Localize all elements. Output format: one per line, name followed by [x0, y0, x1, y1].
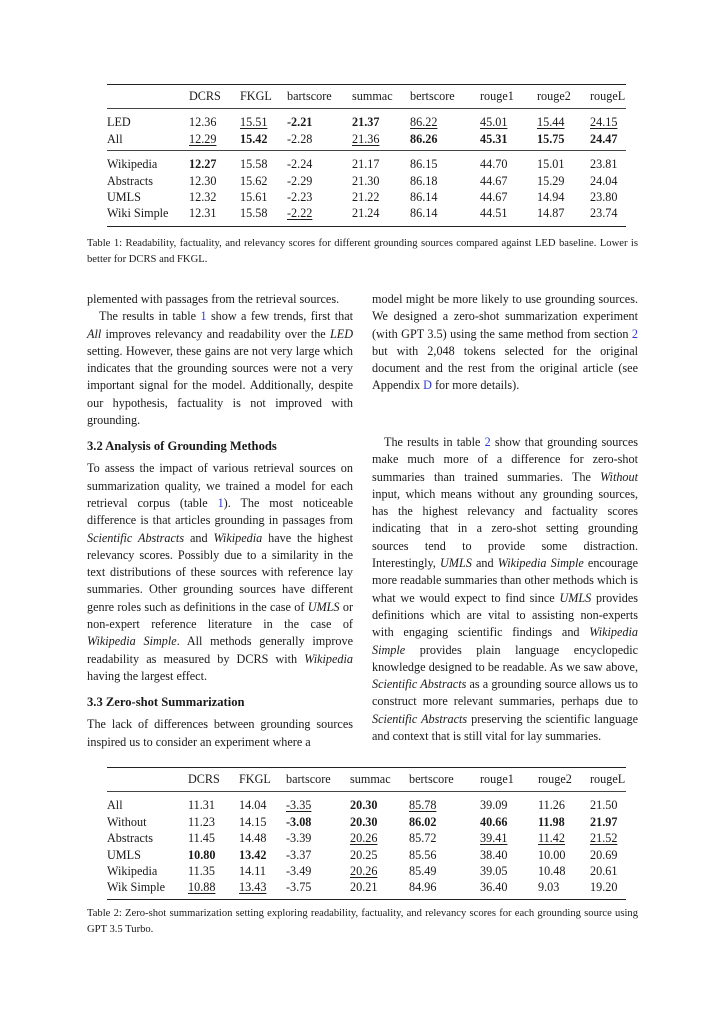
left-paragraph-analysis — [87, 460, 353, 685]
table-cell: 24.15 — [590, 115, 618, 130]
table-cell: 21.52 — [590, 831, 618, 846]
table-cell: 21.97 — [590, 814, 618, 829]
column-header-rougel: rougeL — [590, 772, 626, 786]
table-row — [107, 830, 626, 846]
table-row — [107, 792, 626, 814]
table-row — [107, 863, 626, 879]
table-cell: 12.32 — [189, 190, 217, 205]
row-label: Abstracts — [107, 831, 154, 846]
table-cell: 15.44 — [537, 115, 565, 130]
italic-term: Scientific Abstracts — [87, 530, 185, 545]
row-label: All — [107, 798, 123, 813]
italic-term: Scientific Abstracts — [372, 711, 468, 726]
text-run: having the largest effect. — [87, 668, 208, 683]
table-row — [107, 109, 626, 131]
table-cell: 39.05 — [480, 864, 508, 879]
table-cell: 20.69 — [590, 847, 618, 862]
table-cell: 9.03 — [538, 880, 560, 895]
table-row — [107, 879, 626, 899]
column-header-fkgl: FKGL — [239, 772, 271, 786]
table-cell: 85.56 — [409, 847, 437, 862]
table-2-header-row — [107, 768, 626, 792]
table-row — [107, 131, 626, 151]
text-run: as a grounding source allows us to construct more relevant summaries, perhaps due to — [372, 677, 639, 709]
table-cell: 12.31 — [189, 206, 217, 221]
italic-term: UMLS — [440, 556, 472, 571]
text-run: preserving the scientific language and context that is still vital for lay summaries. — [372, 711, 638, 744]
table-cell: 23.74 — [590, 206, 618, 221]
text-run: The results in table — [99, 309, 201, 324]
table-cell: 85.49 — [409, 864, 437, 879]
table-2 — [107, 767, 626, 900]
table-cell: 44.67 — [480, 173, 508, 188]
table-cell: 86.22 — [410, 115, 438, 130]
table-1-group-b — [107, 151, 626, 227]
table-cell: 15.58 — [240, 206, 268, 221]
row-label: LED — [107, 115, 131, 130]
table-cell: 24.47 — [590, 131, 618, 146]
table-cell: 10.88 — [188, 880, 216, 895]
text-run: . All methods generally improve readability as measured by DCRS with — [87, 634, 353, 666]
row-label: UMLS — [107, 190, 141, 205]
table-cell: 86.15 — [410, 157, 438, 172]
table-cell: 15.42 — [240, 131, 268, 146]
table-cell: 11.35 — [188, 864, 215, 879]
column-header-empty — [107, 85, 189, 109]
column-header-dcrs: DCRS — [189, 89, 221, 103]
table-cell: -3.08 — [286, 814, 312, 829]
table-row — [107, 151, 626, 173]
table-cell: 40.66 — [480, 814, 508, 829]
table-1-group-a — [107, 109, 626, 151]
text-run: for more details). — [431, 378, 520, 393]
column-header-bartscore: bartscore — [286, 772, 331, 786]
table-cell: 23.80 — [590, 190, 618, 205]
row-label: Wik Simple — [107, 880, 166, 895]
left-column — [87, 291, 353, 751]
italic-term: LED — [329, 326, 353, 341]
table-cell: 21.30 — [352, 173, 380, 188]
italic-term: UMLS — [559, 590, 592, 605]
column-header-summac: summac — [352, 89, 393, 103]
table-cell: 20.30 — [350, 814, 378, 829]
table-cell: 12.29 — [189, 131, 217, 146]
table-2-grid — [107, 767, 626, 900]
table-cell: -3.35 — [286, 798, 312, 813]
right-paragraph-experiment — [372, 291, 638, 395]
italic-term: Wikipedia — [304, 651, 353, 666]
table-cell: 11.42 — [538, 831, 565, 846]
italic-term: UMLS — [307, 599, 340, 614]
section-3-3-heading: 3.3 Zero-shot Summarization — [87, 695, 245, 710]
table-cell: 14.11 — [239, 864, 266, 879]
column-header-rouge1: rouge1 — [480, 89, 514, 103]
column-header-rouge2: rouge2 — [537, 89, 571, 103]
cross-reference-link[interactable]: 2 — [484, 435, 491, 449]
table-cell: 85.72 — [409, 831, 437, 846]
table-cell: -2.24 — [287, 157, 313, 172]
table-cell: 86.14 — [410, 206, 438, 221]
table-cell: 11.26 — [538, 798, 565, 813]
table-cell: 86.26 — [410, 131, 438, 146]
table-cell: 21.37 — [352, 115, 380, 130]
left-paragraph-zero-shot: The lack of differences between grounding sources inspired us to consider an experiment where a — [87, 717, 353, 749]
column-header-bartscore: bartscore — [287, 89, 332, 103]
table-cell: 12.27 — [189, 157, 217, 172]
table-cell: 11.23 — [188, 814, 215, 829]
column-header-rougel: rougeL — [590, 89, 626, 103]
cross-reference-link[interactable]: D — [423, 378, 432, 393]
column-header-rouge1: rouge1 — [480, 772, 514, 786]
table-cell: 15.62 — [240, 173, 268, 188]
right-column-lower — [372, 434, 638, 745]
text-run: To assess the impact of various retrieval sources on summarization quality, we trained a model for each retrieval corpus (table — [87, 461, 353, 510]
table-row — [107, 189, 626, 205]
table-cell: 14.04 — [239, 798, 267, 813]
table-cell: 14.48 — [239, 831, 267, 846]
text-run: provides plain language encyclopedic knowledge designed to be readable. As we saw above, — [372, 642, 638, 674]
table-cell: 12.30 — [189, 173, 217, 188]
italic-term: Wikipedia Simple — [372, 625, 638, 657]
italic-term: Wikipedia — [213, 530, 263, 545]
cross-reference-link[interactable]: 2 — [631, 326, 638, 341]
cross-reference-link[interactable]: 1 — [200, 309, 207, 324]
table-1-header-row — [107, 85, 626, 109]
table-cell: 85.78 — [409, 798, 437, 813]
section-3-2-heading: 3.2 Analysis of Grounding Methods — [87, 439, 277, 454]
text-run: and — [184, 530, 214, 545]
table-cell: 19.20 — [590, 880, 618, 895]
table-cell: 20.26 — [350, 864, 378, 879]
row-label: Wikipedia — [107, 157, 158, 172]
table-cell: 23.81 — [590, 157, 618, 172]
column-header-fkgl: FKGL — [240, 89, 272, 103]
text-run: provides definitions which are vital to assisting non-experts with engaging scientific findings and — [372, 590, 638, 640]
table-cell: 11.45 — [188, 831, 215, 846]
table-cell: 11.98 — [538, 814, 565, 829]
table-cell: 86.14 — [410, 190, 438, 205]
table-cell: 45.31 — [480, 131, 508, 146]
right-paragraph-results — [372, 434, 638, 745]
table-cell: 13.43 — [239, 880, 267, 895]
italic-term: All — [87, 326, 102, 341]
table-2-body — [107, 792, 626, 899]
row-label: Wiki Simple — [107, 206, 169, 221]
table-row — [107, 173, 626, 189]
cross-reference-link[interactable]: 1 — [217, 495, 224, 510]
left-paragraph-continuation: plemented with passages from the retrieval sources. — [87, 292, 340, 306]
table-cell: 10.48 — [538, 864, 566, 879]
table-cell: 14.87 — [537, 206, 565, 221]
text-run: input, which means without any grounding sources, has the highest relevancy and factuality scores indicating that in a zero-shot setting grounding sources tend to provide some distraction. Interestingly, — [372, 486, 638, 571]
table-cell: -3.75 — [286, 880, 312, 895]
table-cell: 21.22 — [352, 190, 380, 205]
table-cell: 39.41 — [480, 831, 508, 846]
table-cell: 20.61 — [590, 864, 618, 879]
table-row — [107, 205, 626, 226]
table-cell: -2.28 — [287, 131, 313, 146]
text-run: and — [471, 556, 498, 571]
table-1-caption: Table 1: Readability, factuality, and relevancy scores for different grounding sources compared against LED baseline. Lower is better for DCRS and FKGL. — [87, 238, 638, 265]
table-cell: -3.39 — [286, 831, 312, 846]
text-run: or non-expert reference literature in the case of — [87, 599, 353, 632]
table-cell: 15.01 — [537, 157, 565, 172]
table-cell: 15.61 — [240, 190, 268, 205]
table-cell: 15.75 — [537, 131, 565, 146]
text-run: setting. However, these gains are not very large which indicates that the grounding sources were not a very important signal for the model. Additionally, despite our hypothesis, factuality is not improved with grounding. — [87, 343, 353, 428]
italic-term: Wikipedia Simple — [87, 634, 177, 649]
column-header-bertscore: bertscore — [409, 772, 454, 786]
table-cell: -2.29 — [287, 173, 313, 188]
table-cell: -2.21 — [287, 115, 313, 130]
table-cell: -2.23 — [287, 190, 313, 205]
table-cell: 21.50 — [590, 798, 618, 813]
italic-term: Scientific Abstracts — [372, 677, 467, 692]
table-cell: 13.42 — [239, 847, 267, 862]
text-run: have the highest relevancy scores. Possibly due to a similarity in the text distributions of these sources with reference lay summaries. Other grounding sources have different genre roles such as definitions in the case of — [87, 530, 353, 614]
right-column — [372, 291, 638, 395]
table-1-grid — [107, 84, 626, 227]
text-run: show a few trends, first that — [206, 309, 353, 324]
table-cell: 39.09 — [480, 798, 508, 813]
column-header-bertscore: bertscore — [410, 89, 455, 103]
row-label: Without — [107, 814, 147, 829]
table-cell: 12.36 — [189, 115, 217, 130]
table-cell: 10.00 — [538, 847, 566, 862]
table-cell: 10.80 — [188, 847, 216, 862]
table-cell: 21.24 — [352, 206, 380, 221]
table-cell: 24.04 — [590, 173, 618, 188]
table-cell: 86.18 — [410, 173, 438, 188]
table-row — [107, 814, 626, 830]
table-cell: 20.26 — [350, 831, 378, 846]
table-cell: 15.29 — [537, 173, 565, 188]
table-cell: 20.30 — [350, 798, 378, 813]
text-run: show that grounding sources make much more of a difference for zero-shot summaries than trained summaries. The — [372, 435, 638, 484]
italic-term: Without — [600, 469, 638, 484]
row-label: UMLS — [107, 847, 141, 862]
table-cell: 14.94 — [537, 190, 565, 205]
table-2-caption: Table 2: Zero-shot summarization setting exploring readability, factuality, and relevancy scores for each grounding source using GPT 3.5 Turbo. — [87, 908, 638, 935]
table-cell: 20.21 — [350, 880, 378, 895]
column-header-dcrs: DCRS — [188, 772, 220, 786]
text-run: but with 2,048 tokens selected for the original document and the rest from the original article (see Appendix — [372, 343, 638, 393]
table-cell: 21.36 — [352, 131, 380, 146]
table-cell: -3.37 — [286, 847, 312, 862]
text-run: improves relevancy and readability over the — [101, 326, 330, 341]
table-cell: 45.01 — [480, 115, 508, 130]
row-label: All — [107, 131, 123, 146]
table-cell: 44.67 — [480, 190, 508, 205]
table-cell: 86.02 — [409, 814, 437, 829]
row-label: Wikipedia — [107, 864, 158, 879]
table-1 — [107, 84, 626, 227]
table-cell: 15.51 — [240, 115, 268, 130]
column-header-rouge2: rouge2 — [538, 772, 572, 786]
text-run: encourage more readable summaries than other methods which is what we would expect to find since — [372, 556, 638, 605]
row-label: Abstracts — [107, 173, 154, 188]
text-run: The results in table — [384, 435, 485, 449]
table-cell: 84.96 — [409, 880, 437, 895]
table-cell: 20.25 — [350, 847, 378, 862]
italic-term: Wikipedia Simple — [497, 556, 584, 571]
left-paragraph-results — [87, 308, 353, 429]
text-run: model might be more likely to use grounding sources. We designed a zero-shot summarization experiment (with GPT 3.5) using the same method from section — [372, 292, 638, 341]
table-cell: 44.70 — [480, 157, 508, 172]
table-cell: 21.17 — [352, 157, 380, 172]
table-cell: 38.40 — [480, 847, 508, 862]
text-run: ). The most noticeable difference is that articles grounding in passages from — [87, 495, 353, 528]
column-header-summac: summac — [350, 772, 391, 786]
table-cell: 15.58 — [240, 157, 268, 172]
table-cell: 14.15 — [239, 814, 267, 829]
table-cell: -2.22 — [287, 206, 313, 221]
table-cell: 36.40 — [480, 880, 508, 895]
table-cell: 11.31 — [188, 798, 215, 813]
table-row — [107, 847, 626, 863]
table-cell: -3.49 — [286, 864, 312, 879]
table-cell: 44.51 — [480, 206, 508, 221]
column-header-empty — [107, 768, 188, 792]
